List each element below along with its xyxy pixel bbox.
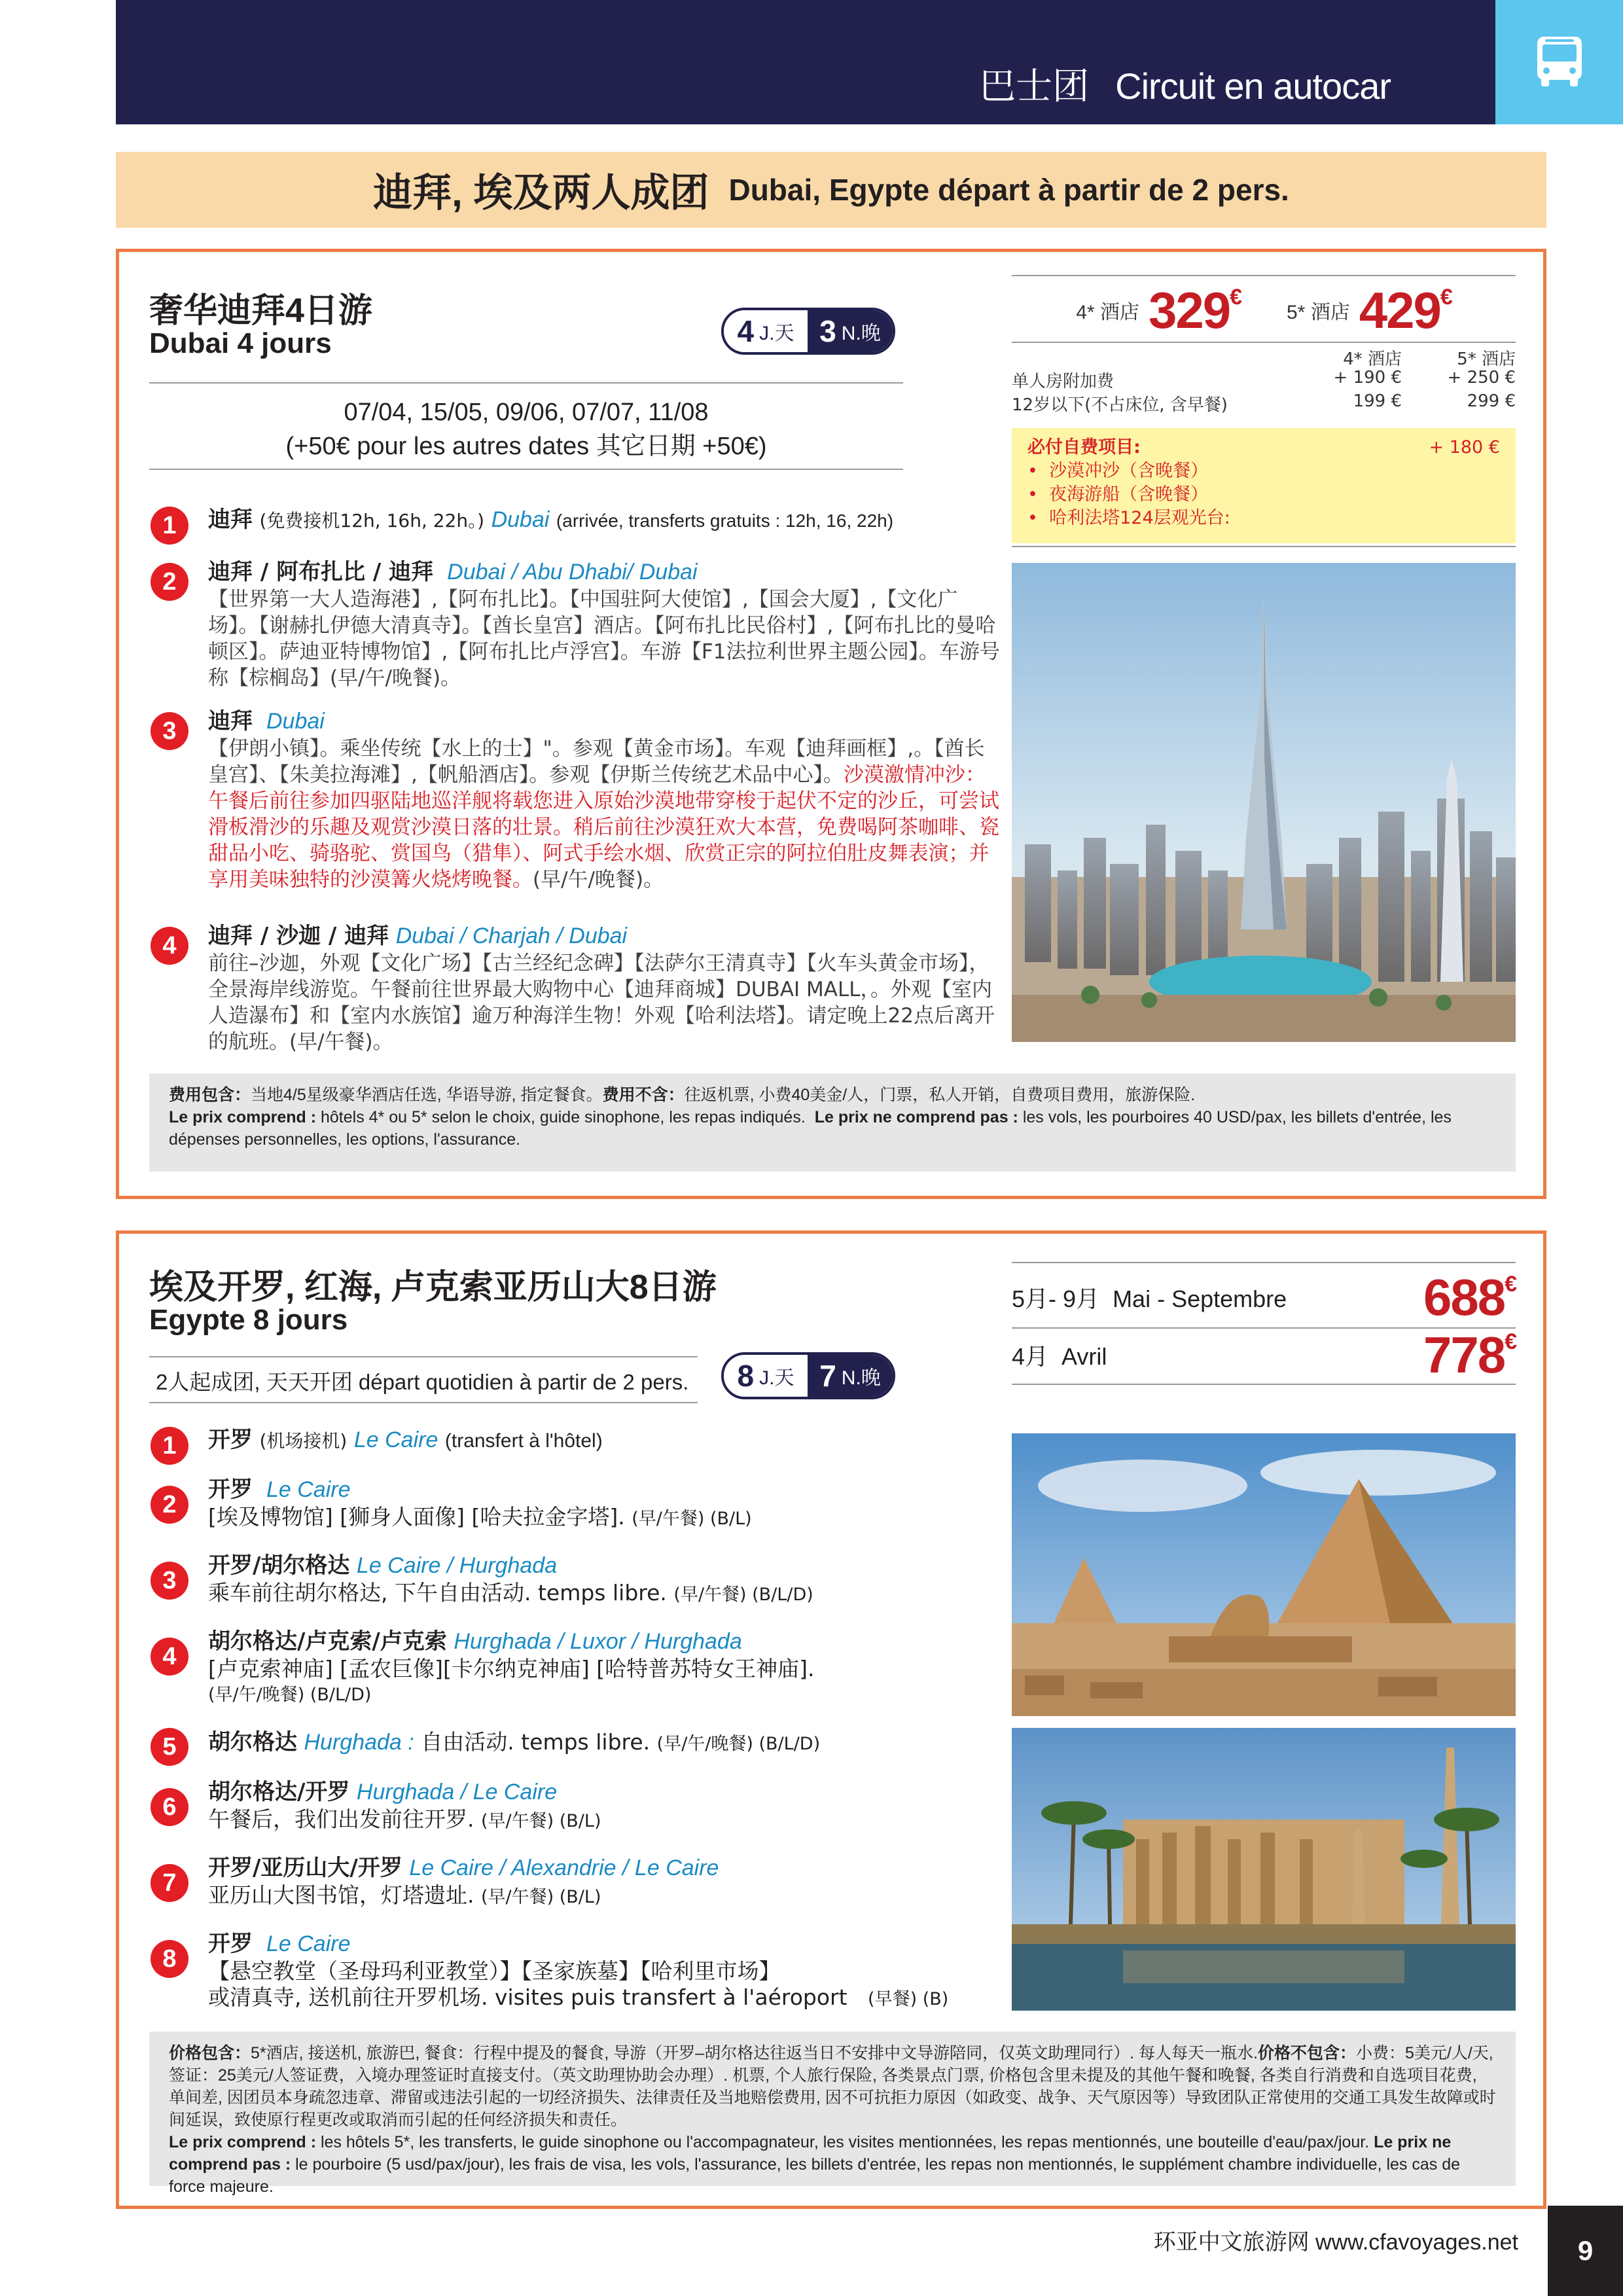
- supp-price-4star: + 190 €: [1333, 368, 1402, 387]
- day-number-badge: 8: [151, 1940, 188, 1978]
- section-title: [979, 58, 1391, 110]
- day-number-badge: 1: [151, 507, 188, 545]
- day-note: (免费接机12h, 16h, 22h。): [259, 510, 485, 531]
- day-number-badge: 7: [151, 1864, 188, 1902]
- footer-website[interactable]: 环亚中文旅游网 www.cfavoyages.net: [1153, 2230, 1518, 2255]
- trip1-day-3: [151, 707, 1001, 893]
- price-4star-label: 4* 酒店: [1076, 302, 1139, 323]
- trip2-nights-label: N.晚: [841, 1367, 881, 1389]
- dubai-skyline-photo: [1012, 563, 1516, 1042]
- day-number-badge: 2: [151, 1486, 188, 1524]
- day-number-badge: 3: [151, 1562, 188, 1600]
- incl-text-fr: les hôtels 5*, les transferts, le guide sinophone ou l'accompagnateur, les visites mentionnées, les repas mentionnés, une bouteille d'eau/pax/jour.: [321, 2133, 1370, 2151]
- day-place: Dubai: [266, 709, 325, 734]
- price-5star-value: 429: [1359, 281, 1440, 339]
- karnak-temple-photo: [1012, 1728, 1516, 2011]
- price-5star: [1359, 281, 1452, 340]
- divider: [1012, 275, 1516, 276]
- incl-text: 5*酒店, 接送机, 旅游巴, 餐食：行程中提及的餐食, 导游（开罗–胡尔格达往返当日不安排中文导游陪同，仅英文助理同行）. 每人每天一瓶水.: [251, 2044, 1258, 2062]
- divider: [1012, 546, 1516, 547]
- header-bar: [116, 0, 1495, 124]
- divider: [149, 382, 903, 384]
- currency: €: [1230, 284, 1241, 310]
- excl-text: 小费：5美元/人/天, 签证：25美元/人签证费，入境办理签证时直接支付。（英文助理协助会办理）. 机票, 个人旅行保险, 各类景点门票, 价格包含里未提及的其他午餐和晚餐, 各类自行消费和自选项目花费, 单间差, 因团员本身疏忽违章、滞留或违法引起的一切经济损失、法律责任及当地赔偿费用, 因不可抗拒力原因（如政变、战争、天气原因等）导致团队正常使用的交通工具发生故障或时间延误，致使原行程更改或取消而引起的任何经济损失和责任。: [169, 2044, 1496, 2129]
- trip1-duration-pill: [721, 308, 895, 355]
- divider: [1012, 1384, 1516, 1385]
- trip1-prices: [1012, 283, 1516, 338]
- options-price: + 180 €: [1429, 437, 1500, 457]
- trip2-day-8: 8 开罗 Le Caire 【悬空教堂（圣母玛利亚教堂）】【圣家族墓】【哈利里市场】 或清真寺, 送机前往开罗机场. visites puis transfert à l'aéroport (早餐) (B): [151, 1929, 1001, 2013]
- option-item: • 夜海游船（含晚餐）: [1027, 484, 1209, 505]
- day-number-badge: 3: [151, 712, 188, 750]
- trip1-nights-label: N.晚: [841, 323, 881, 344]
- trip1-days: 4: [737, 314, 755, 348]
- supp-label: 单人房附加费: [1012, 372, 1115, 391]
- excl-label: 价格不包含：: [1257, 2044, 1356, 2062]
- currency: €: [1440, 284, 1452, 310]
- bus-icon: [1495, 0, 1623, 124]
- trip2-title-zh: 埃及开罗, 红海, 卢克索亚历山大8日游: [149, 1268, 717, 1306]
- trip2-price-row-1: 5月- 9月 Mai - Septembre 688€: [1012, 1268, 1516, 1326]
- divider: [149, 1356, 698, 1357]
- section-title-fr: Circuit en autocar: [1115, 65, 1391, 107]
- day-title: 迪拜 / 沙迦 / 迪拜: [208, 923, 389, 949]
- trip2-title-fr: Egypte 8 jours: [149, 1304, 348, 1336]
- day-place: Dubai / Charjah / Dubai: [395, 924, 628, 948]
- page-banner: [116, 152, 1546, 228]
- day-number-badge: 5: [151, 1728, 188, 1766]
- day-description: 前往–沙迦，外观【文化广场】【古兰经纪念碑】【法萨尔王清真寺】【火车头黄金市场】，全景海岸线游览。午餐前往世界最大购物中心【迪拜商城】DUBAI MALL，。外观【室内人造瀑布】和【室内水族馆】逾万种海洋生物！外观【哈利法塔】。请定晚上22点后离开的航班。(早/午餐)。: [208, 952, 995, 1054]
- day-number-badge: 4: [151, 1638, 188, 1676]
- trip1-day-4: [151, 922, 1001, 1055]
- excl-text: 往返机票, 小费40美金/人，门票，私人开销，自费项目费用，旅游保险.: [684, 1086, 1196, 1104]
- trip1-day-2: [151, 558, 1001, 691]
- day-place: Dubai / Abu Dhabi/ Dubai: [447, 560, 698, 584]
- trip2-day-7: 7 开罗/亚历山大/开罗 Le Caire / Alexandrie / Le Caire 亚历山大图书馆，灯塔遗址. (早/午餐) (B/L): [151, 1854, 1001, 1910]
- day-description: 【伊朗小镇】。乘坐传统【水上的士】"。参观【黄金市场】。车观【迪拜画框】,。【酋长皇宫】、【朱美拉海滩】,【帆船酒店】。参观【伊斯兰传统艺术品中心】。: [208, 737, 985, 787]
- trip1-dates: [149, 395, 903, 463]
- incl-text-fr: hôtels 4* ou 5* selon le choix, guide sinophone, les repas indiqués.: [321, 1108, 806, 1126]
- section-title-zh: 巴士团: [979, 65, 1090, 107]
- price-5star-label: 5* 酒店: [1287, 302, 1350, 323]
- excl-label: 费用不含：: [602, 1086, 685, 1104]
- trip2-day-4: 4 胡尔格达/卢克索/卢克索 Hurghada / Luxor / Hurghada [卢克索神庙] [孟农巨像][卡尔纳克神庙] [哈特普苏特女王神庙]. (早/午/晚餐) (B/L/D): [151, 1627, 1001, 1708]
- supp-price-5star: 299 €: [1467, 391, 1516, 411]
- incl-label: 价格包含：: [169, 2044, 251, 2062]
- trip1-nights: 3: [819, 314, 836, 348]
- day-title: 迪拜: [208, 507, 253, 533]
- supp-header-4star: 4* 酒店: [1343, 350, 1402, 369]
- price-4star: [1149, 281, 1241, 340]
- trip1-inclusions: [149, 1073, 1516, 1172]
- divider: [149, 469, 903, 470]
- excl-label-fr: Le prix ne comprend pas :: [814, 1108, 1018, 1126]
- trip1-title-fr: Dubai 4 jours: [149, 327, 332, 359]
- trip2-days-label: J.天: [759, 1367, 794, 1389]
- pyramids-sphinx-photo: [1012, 1433, 1516, 1716]
- banner-title-fr: Dubai, Egypte départ à partir de 2 pers.: [728, 173, 1289, 207]
- trip1-title-zh: 奢华迪拜4日游: [149, 292, 372, 330]
- day-description: 【世界第一大人造海港】,【阿布扎比】。【中国驻阿大使馆】,【国会大厦】,【文化广场】。【谢赫扎伊德大清真寺】。【酋长皇宫】酒店。【阿布扎比民俗村】,【阿布扎比的曼哈顿区】。萨迪亚特博物馆】,【阿布扎比卢浮宫】。车游【F1法拉利世界主题公园】。车游号称【棕榈岛】(早/午/晚餐)。: [208, 588, 1000, 690]
- trip2-day-5: 5 胡尔格达 Hurghada : 自由活动. temps libre. (早/午/晚餐) (B/L/D): [151, 1728, 1001, 1759]
- incl-label: 费用包含：: [169, 1086, 251, 1104]
- trip2-departure: 2人起成团, 天天开团 départ quotidien à partir de 2 pers.: [156, 1370, 689, 1394]
- trip1-day-1: [151, 505, 1001, 539]
- excl-label-fr: Le prix ne comprend pas :: [169, 2133, 1452, 2174]
- day-highlight: 沙漠激情冲沙：午餐后前往参加四驱陆地巡洋舰将载您进入原始沙漠地带穿梭于起伏不定的沙丘，可尝试滑板滑沙的乐趣及观赏沙漠日落的壮景。稍后前往沙漠狂欢大本营，免费喝阿茶咖啡、瓷甜品小吃、骑骆驼、赏国鸟（猎隼）、阿式手绘水烟、欣赏正宗的阿拉伯肚皮舞表演；并享用美味独特的沙漠篝火烧烤晚餐。: [208, 763, 999, 891]
- trip2-days: 8: [737, 1359, 755, 1393]
- trip1-date-list: 07/04, 15/05, 09/06, 07/07, 11/08: [344, 399, 709, 426]
- day-number-badge: 6: [151, 1788, 188, 1826]
- options-title: 必付自费项目:: [1027, 437, 1141, 457]
- excl-text-fr: le pourboire (5 usd/pax/jour), les frais de visa, les vols, l'assurance, les billets d'entrée, les repas non mentionnés, le supplément chambre individuelle, les cas de force majeure.: [169, 2155, 1461, 2196]
- day-number-badge: 4: [151, 927, 188, 965]
- supp-price-5star: + 250 €: [1447, 368, 1516, 387]
- trip1-days-label: J.天: [759, 323, 794, 344]
- excl-text-fr: les vols, les pourboires 40 USD/pax, les billets d'entrée, les dépenses personnelles, les options, l'assurance.: [169, 1108, 1452, 1149]
- trip2-day-6: 6 胡尔格达/开罗 Hurghada / Le Caire 午餐后，我们出发前往开罗. (早/午餐) (B/L): [151, 1778, 1001, 1835]
- divider: [1012, 1262, 1516, 1263]
- day-meals: (早/午/晚餐)。: [533, 868, 664, 891]
- trip2-price-row-2: 4月 Avril 778€: [1012, 1325, 1516, 1384]
- day-title: 迪拜: [208, 708, 253, 734]
- incl-label-fr: Le prix comprend :: [169, 1108, 317, 1126]
- day-number-badge: 1: [151, 1427, 188, 1465]
- trip2-day-1: 1 开罗 (机场接机) Le Caire (transfert à l'hôtel): [151, 1426, 1001, 1456]
- divider: [149, 1402, 698, 1403]
- supp-price-4star: 199 €: [1353, 391, 1402, 411]
- incl-text: 当地4/5星级豪华酒店任选, 华语导游, 指定餐食。: [251, 1086, 603, 1104]
- incl-label-fr: Le prix comprend :: [169, 2133, 317, 2151]
- option-item: • 哈利法塔124层观光台:: [1027, 508, 1230, 528]
- banner-title-zh: 迪拜, 埃及两人成团: [373, 171, 709, 215]
- price-4star-value: 329: [1148, 281, 1230, 339]
- day-extra: (arrivée, transferts gratuits : 12h, 16, 22h): [556, 511, 894, 531]
- trip1-date-note: (+50€ pour les autres dates 其它日期 +50€): [285, 433, 767, 460]
- option-item: • 沙漠冲沙（含晚餐）: [1027, 461, 1209, 481]
- day-place: Dubai: [491, 507, 550, 532]
- mandatory-options: [1012, 428, 1516, 543]
- trip2-duration-pill: [721, 1352, 895, 1399]
- page-number: 9: [1548, 2206, 1623, 2296]
- trip2-nights: 7: [819, 1359, 836, 1393]
- trip2-inclusions: [149, 2032, 1516, 2196]
- day-number-badge: 2: [151, 563, 188, 601]
- divider: [1012, 342, 1516, 343]
- trip2-day-2: 2 开罗 Le Caire [埃及博物馆] [狮身人面像] [哈夫拉金字塔]. (早/午餐) (B/L): [151, 1475, 1001, 1532]
- supp-label: 12岁以下(不占床位, 含早餐): [1012, 395, 1228, 415]
- trip2-day-3: 3 开罗/胡尔格达 Le Caire / Hurghada 乘车前往胡尔格达, 下午自由活动. temps libre. (早/午餐) (B/L/D): [151, 1551, 1001, 1608]
- supp-header-5star: 5* 酒店: [1457, 350, 1516, 369]
- day-title: 迪拜 / 阿布扎比 / 迪拜: [208, 559, 434, 585]
